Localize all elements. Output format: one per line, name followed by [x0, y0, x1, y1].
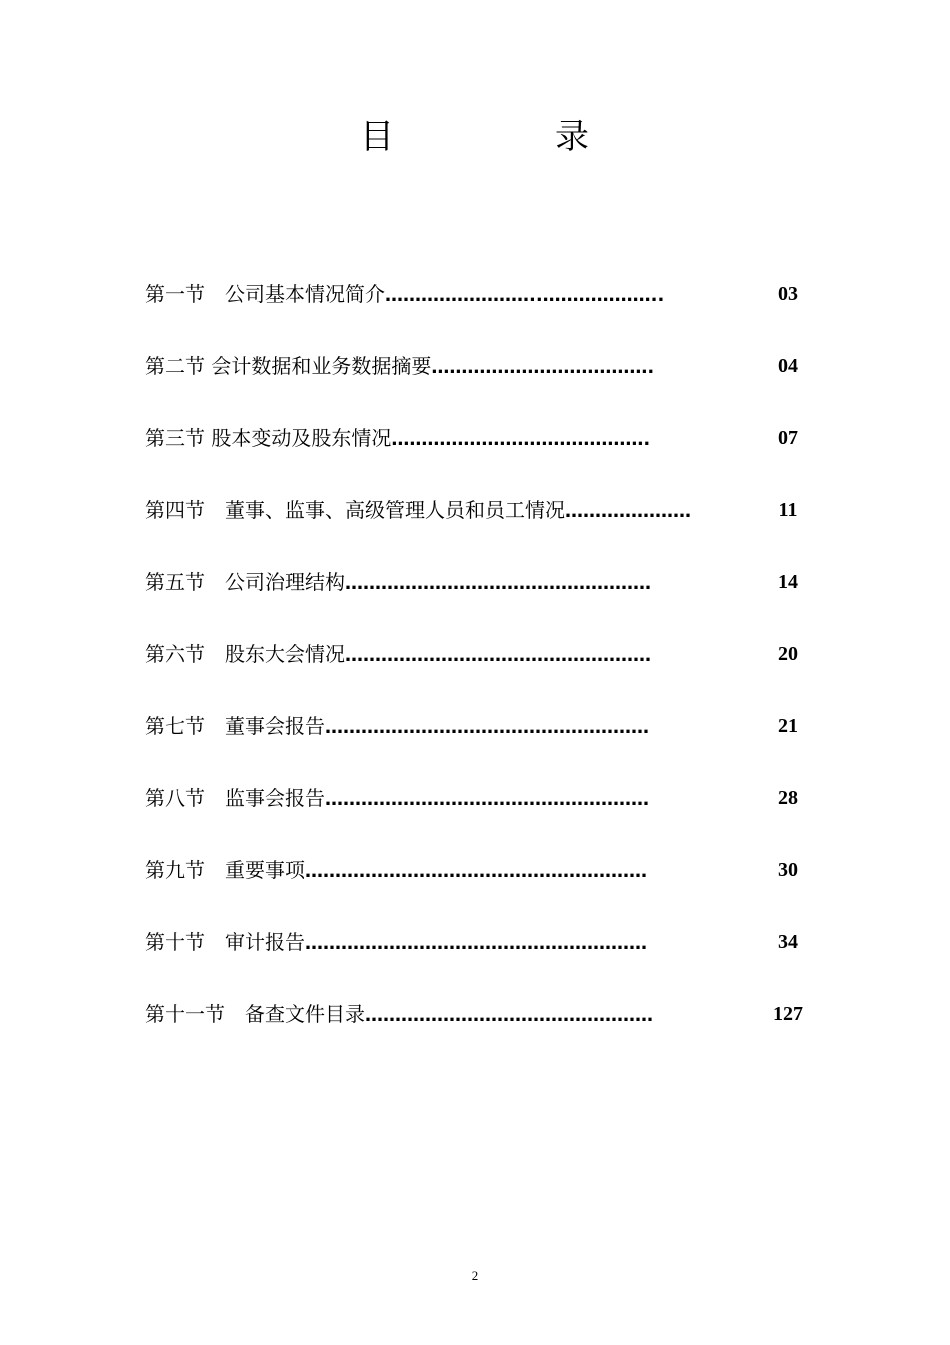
toc-name: 审计报告 — [225, 930, 305, 954]
toc-name: 股本变动及股东情况 — [211, 426, 392, 450]
toc-section: 第二节 — [145, 354, 205, 378]
page-title — [0, 112, 950, 162]
toc-section: 第九节 — [145, 858, 205, 882]
toc-leader: …………………………………………… — [345, 645, 651, 666]
toc-section: 第七节 — [145, 714, 205, 738]
toc-leader: ………………………………………………… — [305, 933, 647, 954]
toc-name: 备查文件目录 — [245, 1002, 365, 1026]
toc-name: 会计数据和业务数据摘要 — [211, 354, 432, 378]
toc-page-number: 04 — [778, 355, 798, 377]
toc-page-number: 03 — [778, 283, 798, 305]
toc-section: 第一节 — [145, 282, 205, 306]
toc-entry-4[interactable] — [0, 492, 950, 564]
toc-section: 第三节 — [145, 426, 205, 450]
toc-page-number: 28 — [778, 787, 798, 809]
toc-page-number: 21 — [778, 715, 798, 737]
toc-page-number: 30 — [778, 859, 798, 881]
toc-section: 第八节 — [145, 786, 205, 810]
toc-entry-7[interactable] — [0, 708, 950, 780]
toc-name: 董事、监事、高级管理人员和员工情况 — [225, 498, 565, 522]
toc-leader: ……………………………………………… — [325, 717, 649, 738]
toc-entry-11[interactable] — [0, 996, 950, 1068]
toc-name: 董事会报告 — [225, 714, 325, 738]
toc-page-number: 34 — [778, 931, 798, 953]
toc-name: 公司治理结构 — [225, 570, 345, 594]
toc-page-number: 07 — [778, 427, 798, 449]
toc-name: 股东大会情况 — [225, 642, 345, 666]
title-char-2: 录 — [555, 117, 589, 157]
toc-entry-9[interactable] — [0, 852, 950, 924]
table-of-contents — [0, 276, 950, 1068]
toc-section: 第十一节 — [145, 1002, 225, 1026]
toc-section: 第六节 — [145, 642, 205, 666]
toc-page-number: 11 — [778, 499, 798, 521]
toc-entry-10[interactable] — [0, 924, 950, 996]
toc-entry-2[interactable] — [0, 348, 950, 420]
toc-leader: ……………………………………. — [391, 429, 651, 450]
toc-section: 第五节 — [145, 570, 205, 594]
toc-name: 重要事项 — [225, 858, 305, 882]
toc-section: 第四节 — [145, 498, 205, 522]
toc-section: 第十节 — [145, 930, 205, 954]
toc-entry-5[interactable] — [0, 564, 950, 636]
toc-leader: ………………… — [565, 501, 691, 522]
title-char-1: 目 — [360, 117, 394, 157]
toc-leader: ……………………………………………… — [325, 789, 649, 810]
footer-page-number: 2 — [471, 1268, 479, 1283]
toc-name: 监事会报告 — [225, 786, 325, 810]
toc-entry-8[interactable] — [0, 780, 950, 852]
toc-entry-1[interactable] — [0, 276, 950, 348]
toc-leader: …………………………………………… — [345, 573, 651, 594]
toc-page-number: 20 — [778, 643, 798, 665]
toc-name: 公司基本情况简介 — [225, 282, 385, 306]
toc-leader: ………………………………. — [431, 357, 655, 378]
toc-page-number: 127 — [773, 1003, 803, 1025]
toc-leader: ………………………………………… — [365, 1005, 653, 1026]
toc-leader: ……………………..……………….. — [385, 285, 665, 306]
toc-entry-6[interactable] — [0, 636, 950, 708]
toc-leader: ………………………………………………… — [305, 861, 647, 882]
toc-page-number: 14 — [778, 571, 798, 593]
toc-entry-3[interactable] — [0, 420, 950, 492]
